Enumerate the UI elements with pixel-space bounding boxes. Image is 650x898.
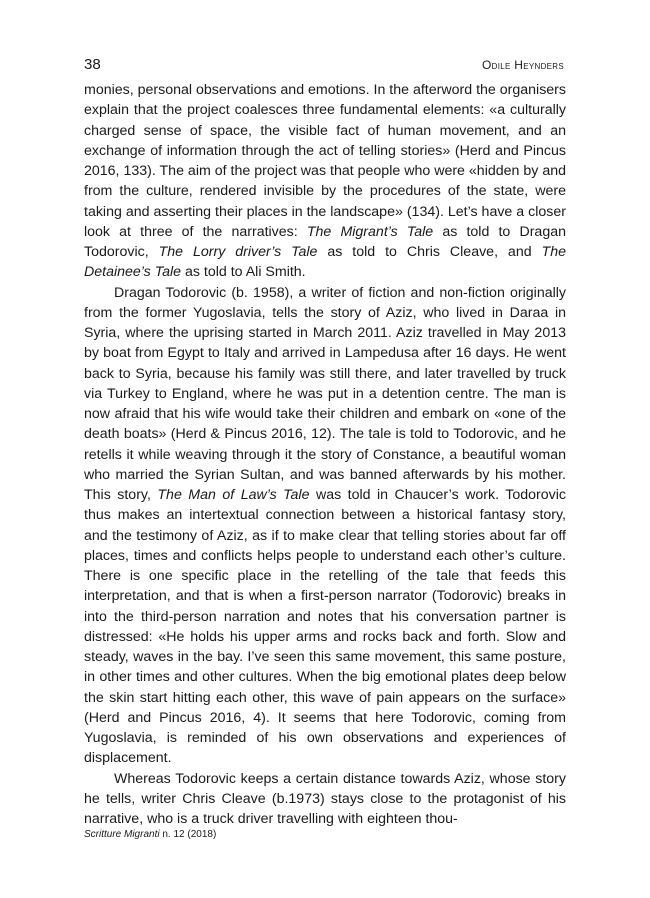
paragraph bbox=[84, 80, 566, 283]
journal-title: Scritture Migranti bbox=[84, 829, 160, 840]
italic-title: The Migrant’s Tale bbox=[306, 223, 434, 240]
paragraph bbox=[84, 283, 566, 769]
text-run: was told in Chaucer’s work. Todorovic thus makes an intertextual connection between a historical fantasy story, and the testimony of Aziz, as if to make clear that telling stories about far off places, times and conflicts helps people to understand each other’s culture. There is one specific place in the retelling of the tale that feeds this interpretation, and that is when a first-person narrator (Todorovic) breaks in into the third-person narration and notes that his conversation partner is distressed: «He holds his upper arms and rocks back and forth. Slow and steady, waves in the bay. I’ve seen this same movement, this same posture, in other times and other cultures. When the big emotional plates deep below the skin start hitting each other, this wave of pain appears on the surface» (Herd and Pincus 2016, 4). It seems that here Todorovic, coming from Yugoslavia, is reminded of his own observations and experiences of displacement. bbox=[84, 487, 566, 767]
issue-info: n. 12 (2018) bbox=[159, 829, 217, 840]
running-head: Odile Heynders bbox=[482, 58, 564, 72]
italic-title: The Lorry driver’s Tale bbox=[158, 244, 318, 260]
text-run: as told to Dragan Todorovic, bbox=[84, 223, 566, 260]
body-text bbox=[84, 80, 566, 829]
italic-title: The Detainee’s Tale bbox=[84, 244, 566, 281]
text-run: as told to Chris Cleave, and bbox=[317, 244, 542, 260]
text-run: Dragan Todorovic (b. 1958), a writer of fiction and non-fiction originally from the former Yugoslavia, tells the story of Aziz, who lived in Daraa in Syria, where the uprising started in March 2011. Aziz travelled in May 2013 by boat from Egypt to Italy and arrived in Lampedusa after 16 days. He went back to Syria, because his family was still there, and later travelled by truck via Turkey to England, where he was put in a detention centre. The man is now afraid that his wife would take their children and embark on «one of the death boats» (Herd & Pincus 2016, 12). The tale is told to Todorovic, and he retells it while weaving through it the story of Constance, a beautiful woman who married the Syrian Sultan, and was banned afterwards by his mother. This story, bbox=[84, 284, 566, 503]
text-run: Whereas Todorovic keeps a certain distance towards Aziz, whose story he tells, writer Chris Cleave (b.1973) stays close to the protagonist of his narrative, who is a truck driver travelling with eighteen thou- bbox=[84, 770, 566, 827]
italic-title: The Man of Law’s Tale bbox=[157, 487, 310, 503]
text-run: monies, personal observations and emotions. In the afterword the organisers explain that the project coalesces three fundamental elements: «a culturally charged sense of space, the visible fact of human movement, and an exchange of information through the act of telling stories» (Herd and Pincus 2016, 133). The aim of the project was that people who were «hidden by and from the culture, rendered invisible by the procedures of the state, were taking and asserting their places in the landscape» (134). Let’s have a closer look at three of the narratives: bbox=[84, 82, 566, 240]
paragraph bbox=[84, 769, 566, 830]
text-run: as told to Ali Smith. bbox=[181, 264, 306, 281]
page-number: 38 bbox=[84, 56, 101, 73]
footer bbox=[84, 829, 216, 840]
